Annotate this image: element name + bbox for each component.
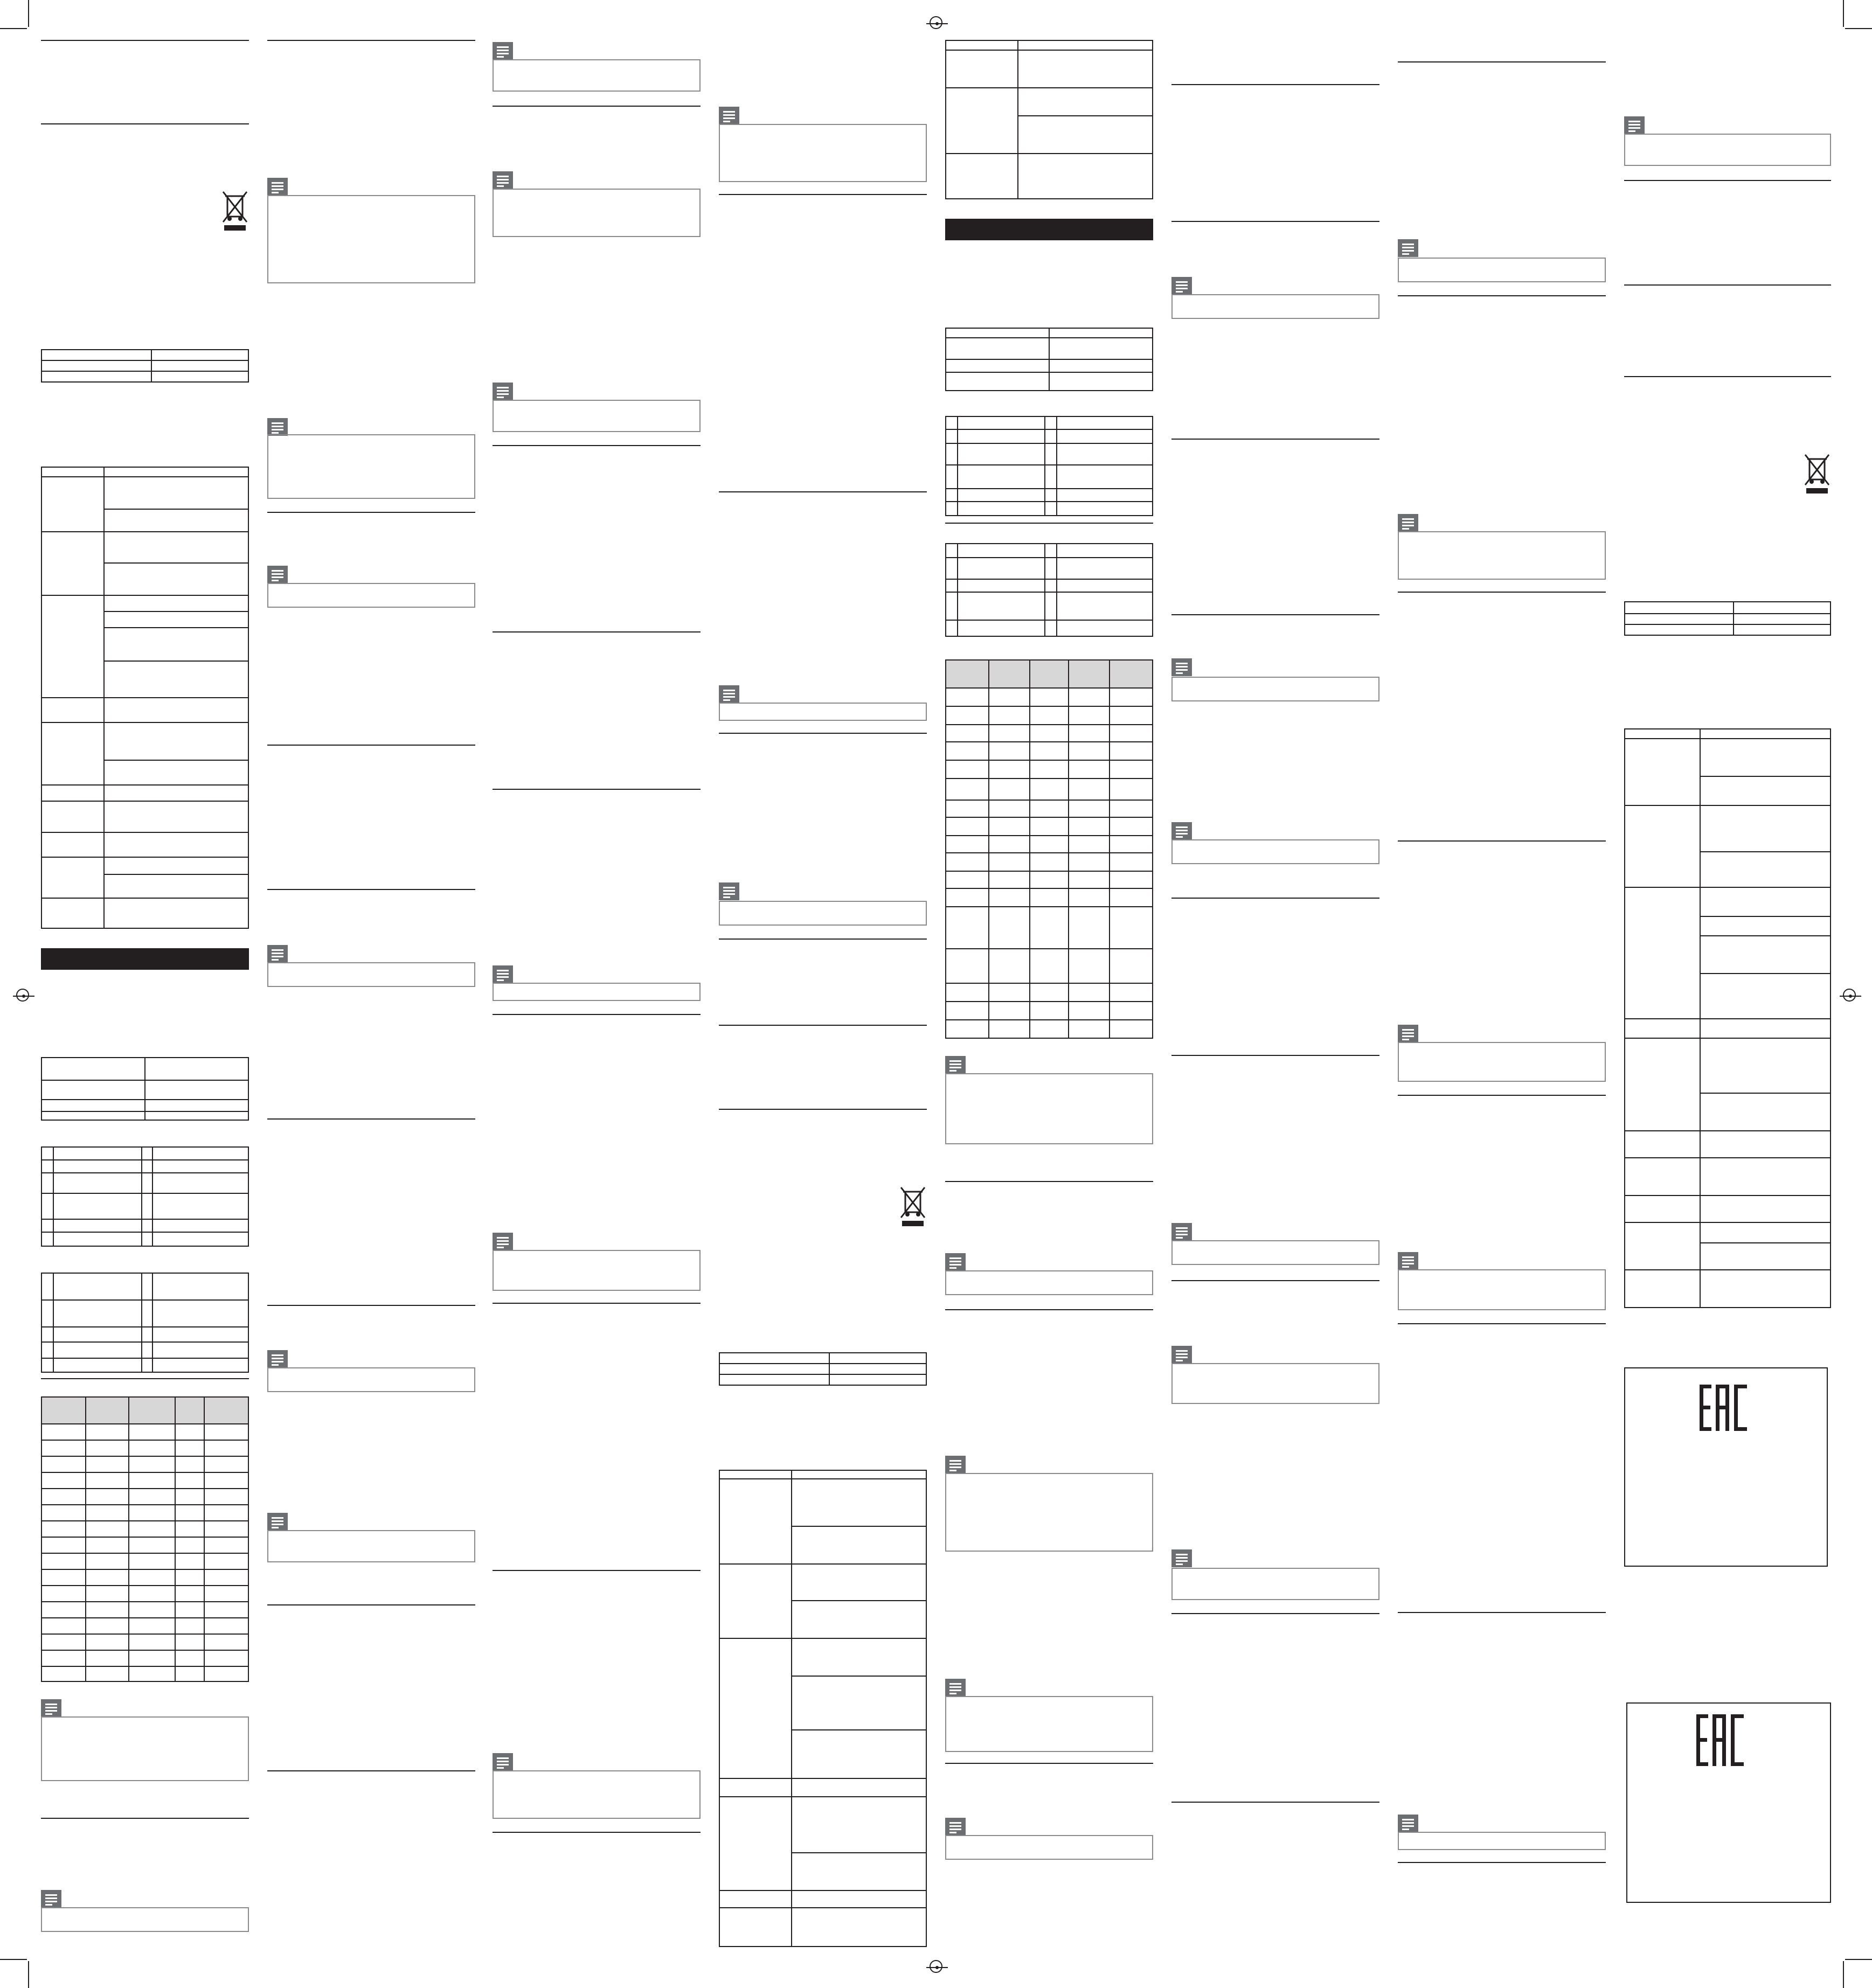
table-divider xyxy=(791,1852,927,1853)
note-icon xyxy=(945,1456,966,1473)
section-rule xyxy=(267,1604,475,1605)
table-divider xyxy=(945,724,1153,725)
eac-logo xyxy=(1694,1713,1748,1767)
section-rule xyxy=(1398,1095,1606,1096)
table-divider xyxy=(719,1563,927,1565)
table-divider xyxy=(41,1341,249,1343)
table-divider xyxy=(103,627,249,628)
section-rule xyxy=(945,1763,1153,1764)
registration-target-icon xyxy=(1843,989,1856,1002)
note-icon xyxy=(1171,658,1192,676)
table-divider xyxy=(945,443,1153,444)
note-icon xyxy=(493,42,513,60)
note-box xyxy=(945,1073,1153,1144)
table-divider xyxy=(1624,1195,1831,1196)
section-rule xyxy=(493,106,701,107)
crop-mark-bl-h xyxy=(0,1959,27,1960)
table-divider xyxy=(945,706,1153,707)
table-divider xyxy=(1029,659,1030,1039)
table-divider xyxy=(945,741,1153,742)
table-divider xyxy=(41,1456,249,1457)
table-divider xyxy=(41,1520,249,1521)
note-box xyxy=(1398,531,1606,580)
table-divider xyxy=(103,509,249,510)
note-icon xyxy=(1171,1223,1192,1241)
table-divider xyxy=(41,1617,249,1618)
note-box xyxy=(945,1696,1153,1752)
table-divider xyxy=(1624,805,1831,806)
note-box xyxy=(267,434,475,499)
table-header-row xyxy=(42,1398,248,1423)
table-header-row xyxy=(946,661,1152,687)
table-divider xyxy=(1624,738,1831,739)
table-divider xyxy=(41,1172,249,1173)
note-box xyxy=(267,1367,475,1392)
table-divider xyxy=(41,1553,249,1554)
section-rule xyxy=(41,1378,249,1379)
table-divider xyxy=(41,595,249,596)
table-divider xyxy=(719,1478,927,1479)
info-table xyxy=(1624,601,1831,636)
note-box xyxy=(267,195,475,283)
note-icon xyxy=(945,1679,966,1697)
note-icon xyxy=(267,1513,288,1531)
note-icon xyxy=(493,383,513,400)
note-icon xyxy=(267,566,288,583)
table-divider xyxy=(945,592,1153,593)
section-rule xyxy=(1171,221,1379,222)
crop-mark-tr-v xyxy=(1843,0,1844,27)
table-divider xyxy=(41,1193,249,1194)
note-icon xyxy=(719,107,739,124)
table-divider xyxy=(945,888,1153,889)
section-rule xyxy=(41,40,249,41)
table-divider xyxy=(945,948,1153,949)
note-icon xyxy=(267,418,288,436)
table-divider xyxy=(945,983,1153,984)
table-divider xyxy=(945,337,1153,338)
table-divider xyxy=(1700,776,1831,777)
table-divider xyxy=(1624,624,1831,625)
table-divider xyxy=(103,760,249,761)
table-divider xyxy=(1700,851,1831,852)
info-table xyxy=(41,349,249,383)
note-icon xyxy=(267,178,288,196)
crossed-out-wheelie-bin-icon xyxy=(222,190,248,232)
note-box xyxy=(267,1530,475,1562)
section-rule xyxy=(1171,1055,1379,1056)
note-icon xyxy=(41,1890,61,1908)
note-icon xyxy=(1398,239,1418,257)
section-rule xyxy=(1171,84,1379,85)
section-rule xyxy=(493,789,701,790)
section-rule xyxy=(1398,61,1606,62)
table-divider xyxy=(1068,659,1069,1039)
eac-logo xyxy=(1697,1384,1751,1432)
section-rule xyxy=(719,733,927,734)
table-divider xyxy=(1700,1242,1831,1243)
table-divider xyxy=(719,1374,927,1375)
table-divider xyxy=(1700,916,1831,917)
crop-mark-br-v xyxy=(1843,1961,1844,1988)
table-divider xyxy=(945,50,1153,51)
section-rule xyxy=(945,1309,1153,1310)
table-divider xyxy=(945,871,1153,872)
table-divider xyxy=(41,722,249,723)
note-icon xyxy=(1398,514,1418,532)
table-divider xyxy=(945,429,1153,430)
section-rule xyxy=(1398,1323,1606,1324)
section-rule xyxy=(1398,1612,1606,1613)
table-divider xyxy=(1624,1269,1831,1270)
table-divider xyxy=(41,1569,249,1570)
registration-target-icon xyxy=(930,1960,942,1973)
table-divider xyxy=(41,360,249,361)
table-divider xyxy=(945,153,1153,154)
section-rule xyxy=(719,1109,927,1110)
table-divider xyxy=(1700,1093,1831,1094)
crop-mark-tl-v xyxy=(28,0,29,27)
note-box xyxy=(41,1907,249,1932)
note-icon xyxy=(493,171,513,189)
table-divider xyxy=(945,817,1153,818)
section-rule xyxy=(267,512,475,513)
note-box xyxy=(1171,1363,1379,1404)
table-divider xyxy=(945,800,1153,801)
table-divider xyxy=(1700,973,1831,974)
table-divider xyxy=(41,1537,249,1538)
table-divider xyxy=(103,661,249,662)
table-divider xyxy=(41,1159,249,1160)
note-box xyxy=(1171,294,1379,319)
table-divider xyxy=(945,1019,1153,1020)
section-rule xyxy=(1398,1862,1606,1863)
table-divider xyxy=(41,1601,249,1602)
crop-mark-tr-h xyxy=(1845,28,1872,29)
section-rule xyxy=(493,1014,701,1015)
table-divider xyxy=(945,87,1153,88)
table-divider xyxy=(945,906,1153,907)
troubleshooting-table xyxy=(945,40,1153,199)
table-divider xyxy=(945,557,1153,558)
table-divider xyxy=(41,1080,249,1081)
section-rule xyxy=(493,1570,701,1571)
section-rule xyxy=(267,1305,475,1306)
section-rule xyxy=(945,1181,1153,1182)
table-divider xyxy=(945,579,1153,580)
table-divider xyxy=(41,1472,249,1473)
table-divider xyxy=(829,1352,830,1386)
section-rule xyxy=(493,1832,701,1833)
section-rule xyxy=(41,1818,249,1819)
table-divider xyxy=(41,531,249,532)
note-icon xyxy=(719,882,739,900)
table-divider xyxy=(41,1666,249,1667)
table-divider xyxy=(791,1526,927,1527)
section-rule xyxy=(1171,1280,1379,1281)
note-box xyxy=(1171,1568,1379,1600)
table-divider xyxy=(945,778,1153,779)
note-icon xyxy=(493,1233,513,1250)
note-box xyxy=(945,1835,1153,1860)
note-box xyxy=(1171,839,1379,864)
table-divider xyxy=(945,501,1153,502)
note-box xyxy=(719,703,927,721)
note-icon xyxy=(1398,1252,1418,1270)
note-box xyxy=(1171,1240,1379,1265)
table-divider xyxy=(719,1363,927,1364)
table-divider xyxy=(41,1099,249,1100)
table-divider xyxy=(1017,40,1018,199)
note-box xyxy=(1398,1042,1606,1082)
note-box xyxy=(493,400,701,432)
crop-mark-tl-h xyxy=(0,28,27,29)
section-rule xyxy=(1171,1802,1379,1803)
registration-target-icon xyxy=(930,16,942,29)
note-icon xyxy=(1398,1815,1418,1832)
table-divider xyxy=(945,1001,1153,1002)
table-divider xyxy=(41,1504,249,1505)
section-rule xyxy=(1398,840,1606,842)
table-divider xyxy=(791,1729,927,1730)
table-divider xyxy=(1700,935,1831,936)
table-divider xyxy=(41,1326,249,1327)
section-rule xyxy=(1171,614,1379,615)
note-box xyxy=(719,901,927,926)
section-rule xyxy=(267,745,475,746)
note-box xyxy=(267,583,475,608)
note-box xyxy=(719,124,927,182)
table-divider xyxy=(41,784,249,786)
section-rule xyxy=(719,194,927,195)
note-icon xyxy=(267,1350,288,1368)
section-rule xyxy=(1171,439,1379,440)
section-rule xyxy=(719,939,927,940)
section-rule xyxy=(719,491,927,492)
section-rule xyxy=(493,445,701,446)
table-divider xyxy=(41,1219,249,1220)
note-box xyxy=(1398,1832,1606,1850)
table-divider xyxy=(945,488,1153,489)
section-rule xyxy=(267,889,475,890)
table-divider xyxy=(41,898,249,899)
section-rule xyxy=(945,523,1153,524)
section-rule xyxy=(1624,180,1831,181)
table-divider xyxy=(1624,1038,1831,1039)
note-icon xyxy=(267,945,288,963)
note-box xyxy=(1398,258,1606,282)
note-box xyxy=(493,59,701,92)
registration-target-icon xyxy=(16,989,29,1002)
note-icon xyxy=(493,1753,513,1771)
table-divider xyxy=(1733,601,1734,636)
info-table xyxy=(719,1352,927,1386)
section-rule xyxy=(267,40,475,41)
table-divider xyxy=(1624,1130,1831,1131)
table-divider xyxy=(1624,887,1831,888)
table-divider xyxy=(41,1650,249,1651)
table-divider xyxy=(103,874,249,875)
note-box xyxy=(41,1716,249,1781)
note-box xyxy=(267,962,475,987)
note-icon xyxy=(945,1253,966,1271)
table-divider xyxy=(41,1585,249,1586)
table-divider xyxy=(945,687,1153,689)
table-divider xyxy=(945,464,1153,465)
table-divider xyxy=(41,1423,249,1424)
note-icon xyxy=(1171,277,1192,295)
table-divider xyxy=(945,620,1153,621)
note-icon xyxy=(1398,1025,1418,1042)
section-rule xyxy=(1624,376,1831,377)
table-divider xyxy=(151,349,152,383)
table-divider xyxy=(945,372,1153,373)
table-divider xyxy=(41,801,249,802)
table-divider xyxy=(945,835,1153,836)
table-divider xyxy=(41,1232,249,1233)
troubleshooting-table xyxy=(719,1470,927,1947)
table-divider xyxy=(988,659,989,1039)
table-divider xyxy=(41,371,249,372)
table-divider xyxy=(41,857,249,858)
crossed-out-wheelie-bin-icon xyxy=(1804,453,1830,495)
table-divider xyxy=(719,1778,927,1779)
table-divider xyxy=(1624,1157,1831,1158)
table-divider xyxy=(41,476,249,477)
note-icon xyxy=(945,1818,966,1836)
crossed-out-wheelie-bin-icon xyxy=(900,1185,926,1227)
note-icon xyxy=(1624,116,1645,134)
table-divider xyxy=(41,1634,249,1635)
section-rule xyxy=(719,1025,927,1026)
note-box xyxy=(945,1270,1153,1295)
table-divider xyxy=(1624,1018,1831,1019)
note-icon xyxy=(493,965,513,983)
table-divider xyxy=(1624,1222,1831,1223)
table-divider xyxy=(791,1600,927,1601)
note-icon xyxy=(1171,1549,1192,1567)
table-divider xyxy=(1109,659,1110,1039)
note-box xyxy=(1398,1269,1606,1310)
section-heading-bar xyxy=(41,948,249,970)
table-divider xyxy=(41,1111,249,1112)
table-divider xyxy=(41,1358,249,1359)
note-box xyxy=(945,1473,1153,1552)
section-rule xyxy=(1171,898,1379,899)
table-divider xyxy=(719,1890,927,1891)
note-icon xyxy=(1171,822,1192,840)
table-divider xyxy=(41,697,249,698)
crop-mark-bl-v xyxy=(28,1961,29,1988)
note-icon xyxy=(1171,1346,1192,1364)
note-icon xyxy=(719,685,739,703)
section-rule xyxy=(493,631,701,632)
table-divider xyxy=(945,760,1153,761)
section-rule xyxy=(41,123,249,124)
table-divider xyxy=(719,1638,927,1639)
note-icon xyxy=(41,1699,61,1717)
section-rule xyxy=(1171,1613,1379,1614)
note-icon xyxy=(945,1056,966,1074)
section-rule xyxy=(1398,295,1606,296)
crop-mark-br-h xyxy=(1845,1959,1872,1960)
note-box xyxy=(493,1770,701,1819)
section-heading-bar xyxy=(945,219,1153,240)
table-divider xyxy=(719,1796,927,1797)
section-rule xyxy=(1398,592,1606,593)
section-rule xyxy=(1624,284,1831,286)
note-box xyxy=(493,1250,701,1291)
note-box xyxy=(1171,677,1379,701)
table-divider xyxy=(103,611,249,612)
table-divider xyxy=(41,1299,249,1301)
section-rule xyxy=(267,1770,475,1771)
table-divider xyxy=(791,1470,792,1947)
table-divider xyxy=(945,852,1153,853)
note-box xyxy=(493,189,701,237)
table-divider xyxy=(103,562,249,564)
note-box xyxy=(1624,134,1831,166)
section-rule xyxy=(493,1303,701,1304)
cooking-guide-table xyxy=(945,659,1153,1039)
table-divider xyxy=(719,1907,927,1908)
section-rule xyxy=(267,1118,475,1120)
table-divider xyxy=(945,359,1153,360)
table-divider xyxy=(41,832,249,833)
note-box xyxy=(493,983,701,1001)
table-divider xyxy=(41,1488,249,1489)
table-divider xyxy=(41,1440,249,1441)
table-divider xyxy=(791,1676,927,1677)
table-divider xyxy=(1624,613,1831,614)
table-divider xyxy=(1017,115,1153,116)
